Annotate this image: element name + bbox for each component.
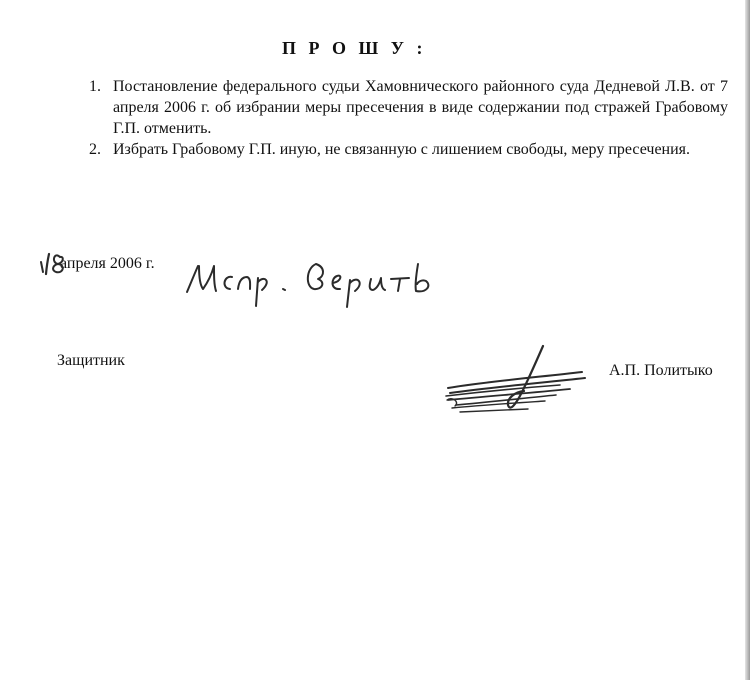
document-heading: П Р О Ш У :: [282, 38, 427, 58]
document-date: апреля 2006 г.: [60, 255, 155, 272]
request-text-1: Постановление федерального судьи Хамовнического районного суда Дедневой Л.В. от 7 апреля 2006 г. об избрании меры пресечения в виде содержании под стражей Грабовому Г.П. отменить.: [113, 78, 728, 137]
request-text-2: Избрать Грабовому Г.П. иную, не связанную с лишением свободы, меру пресечения.: [113, 141, 691, 158]
request-number-2: 2.: [89, 141, 101, 158]
scan-edge: [745, 0, 750, 680]
request-number-1: 1.: [89, 78, 101, 95]
role-label: Защитник: [57, 352, 125, 369]
signer-name: А.П. Политыко: [609, 362, 713, 379]
